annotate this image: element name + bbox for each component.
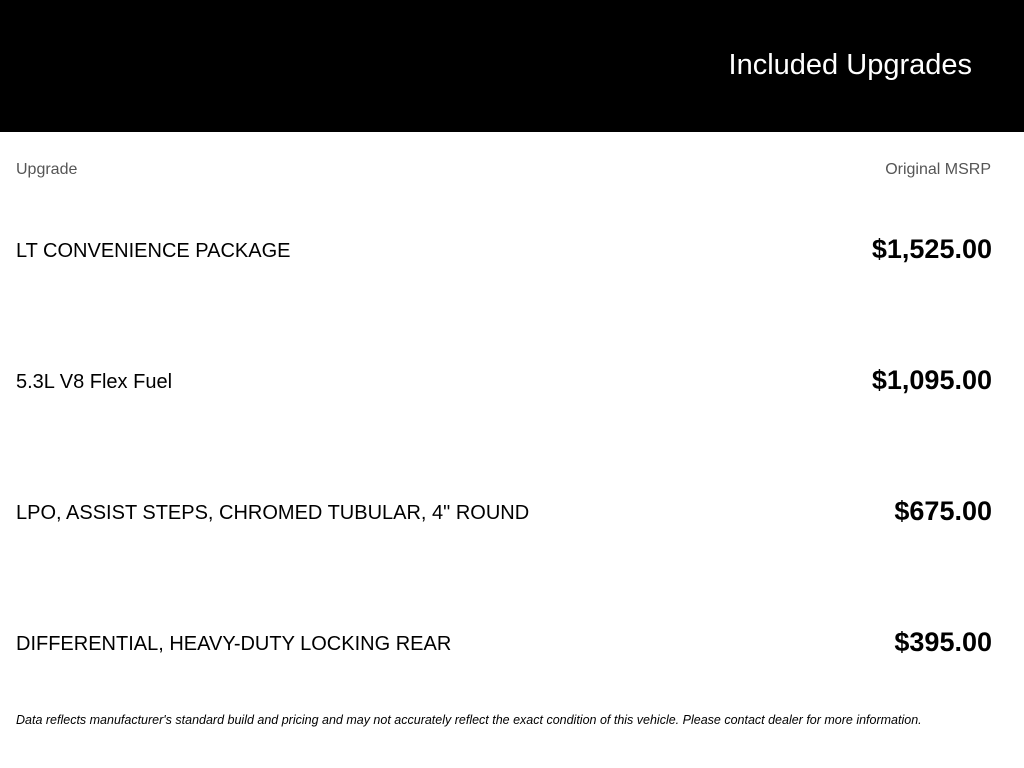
page-title: Included Upgrades — [728, 49, 972, 81]
disclaimer-text: Data reflects manufacturer's standard build and pricing and may not accurately reflect the exact condition of this vehicle. Please contact dealer for more information. — [16, 713, 922, 727]
upgrade-name: LPO, ASSIST STEPS, CHROMED TUBULAR, 4" ROUND — [16, 502, 530, 524]
upgrade-price: $1,525.00 — [871, 234, 992, 264]
upgrade-price: $675.00 — [894, 496, 992, 526]
header-bar — [0, 0, 1024, 132]
upgrade-row — [16, 623, 992, 663]
upgrade-name: LT CONVENIENCE PACKAGE — [16, 240, 291, 262]
upgrade-row — [16, 230, 992, 270]
upgrade-name: 5.3L V8 Flex Fuel — [16, 371, 173, 393]
upgrade-price: $395.00 — [894, 627, 992, 657]
upgrade-price: $1,095.00 — [871, 365, 992, 395]
column-header-upgrade: Upgrade — [16, 161, 78, 178]
column-header-msrp: Original MSRP — [885, 161, 991, 178]
upgrade-name: DIFFERENTIAL, HEAVY-DUTY LOCKING REAR — [16, 633, 452, 655]
upgrade-row — [16, 492, 992, 532]
upgrade-row — [16, 361, 992, 401]
